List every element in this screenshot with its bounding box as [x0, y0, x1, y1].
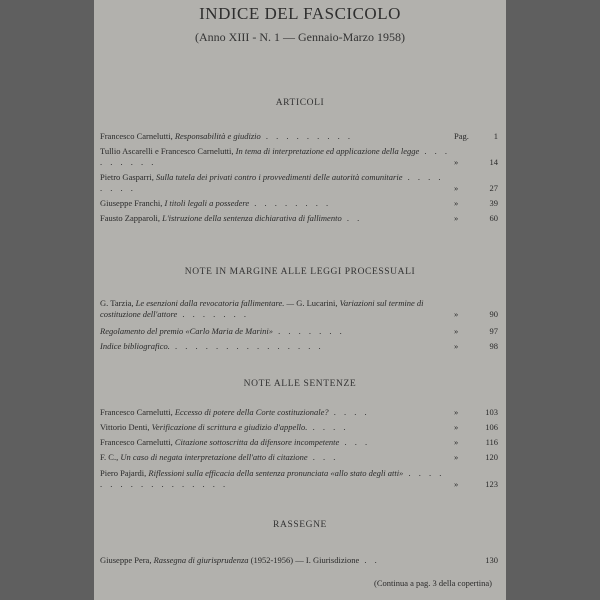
page-number: 1 [493, 131, 498, 141]
page-number: 27 [489, 183, 498, 193]
page-number: 130 [485, 555, 498, 565]
page-number: 98 [489, 341, 498, 351]
page-number: 116 [485, 437, 498, 447]
toc-entry[interactable]: Tullio Ascarelli e Francesco Carnelutti, In tema di interpretazione ed applicazione della legge . . . . . . . . . » 14 [100, 146, 498, 167]
section-heading-note-in-margine: NOTE IN MARGINE ALLE LEGGI PROCESSUALI [184, 267, 416, 277]
page-number: 90 [489, 309, 498, 319]
toc-entry[interactable]: Francesco Carnelutti, Citazione sottoscritta da difensore incompetente . . . » 116 [100, 437, 498, 447]
index-page [94, 0, 506, 600]
toc-entry[interactable]: G. Tarzia, Le esenzioni dalla revocatoria fallimentare. — G. Lucarini, Variazioni sul termine di costituzione dell'attore . . . . . . . » 90 [100, 298, 498, 319]
page-number: 60 [489, 213, 498, 223]
page-number: 120 [485, 452, 498, 462]
toc-entry[interactable]: Piero Pajardi, Riflessioni sulla efficacia della sentenza pronunciata «allo stato degli atti» . . . . . . . . . . . . . . . . . » 123 [100, 468, 498, 489]
toc-entry[interactable]: Pietro Gasparri, Sulla tutela dei privati contro i provvedimenti delle autorità comunitarie . . . . . . . . » 27 [100, 172, 498, 193]
toc-entry[interactable]: Francesco Carnelutti, Eccesso di potere della Corte costituzionale? . . . . » 103 [100, 407, 498, 417]
page-number: 123 [485, 479, 498, 489]
page-number: 103 [485, 407, 498, 417]
page-number: 14 [489, 157, 498, 167]
section-heading-articoli: ARTICOLI [275, 98, 325, 108]
toc-entry[interactable]: F. C., Un caso di negata interpretazione dell'atto di citazione . . . » 120 [100, 452, 498, 462]
page-number: 97 [489, 326, 498, 336]
section-heading-rassegne: RASSEGNE [273, 520, 327, 530]
toc-entry[interactable]: Francesco Carnelutti, Responsabilità e giudizio . . . . . . . . . Pag. 1 [100, 131, 498, 141]
toc-entry[interactable]: Indice bibliografico. . . . . . . . . . . . . . . . » 98 [100, 341, 498, 351]
toc-entry[interactable]: Regolamento del premio «Carlo Maria de Marini» . . . . . . . » 97 [100, 326, 498, 336]
toc-entry[interactable]: Fausto Zapparoli, L'istruzione della sentenza dichiarativa di fallimento . . » 60 [100, 213, 498, 223]
toc-entry[interactable]: Giuseppe Franchi, I titoli legali a possedere . . . . . . . . » 39 [100, 198, 498, 208]
continuation-note: (Continua a pag. 3 della copertina) [373, 578, 492, 588]
section-heading-note-alle-sentenze: NOTE ALLE SENTENZE [243, 379, 357, 389]
page-title: INDICE DEL FASCICOLO [199, 4, 401, 23]
page-subtitle: (Anno XIII - N. 1 — Gennaio-Marzo 1958) [195, 30, 405, 44]
page-number: 106 [485, 422, 498, 432]
toc-entry[interactable]: Vittorio Denti, Verificazione di scrittura e giudizio d'appello. . . . . » 106 [100, 422, 498, 432]
page-number: 39 [489, 198, 498, 208]
toc-entry[interactable]: Giuseppe Pera, Rassegna di giurisprudenza (1952-1956) — I. Giurisdizione . . 130 [100, 555, 498, 565]
